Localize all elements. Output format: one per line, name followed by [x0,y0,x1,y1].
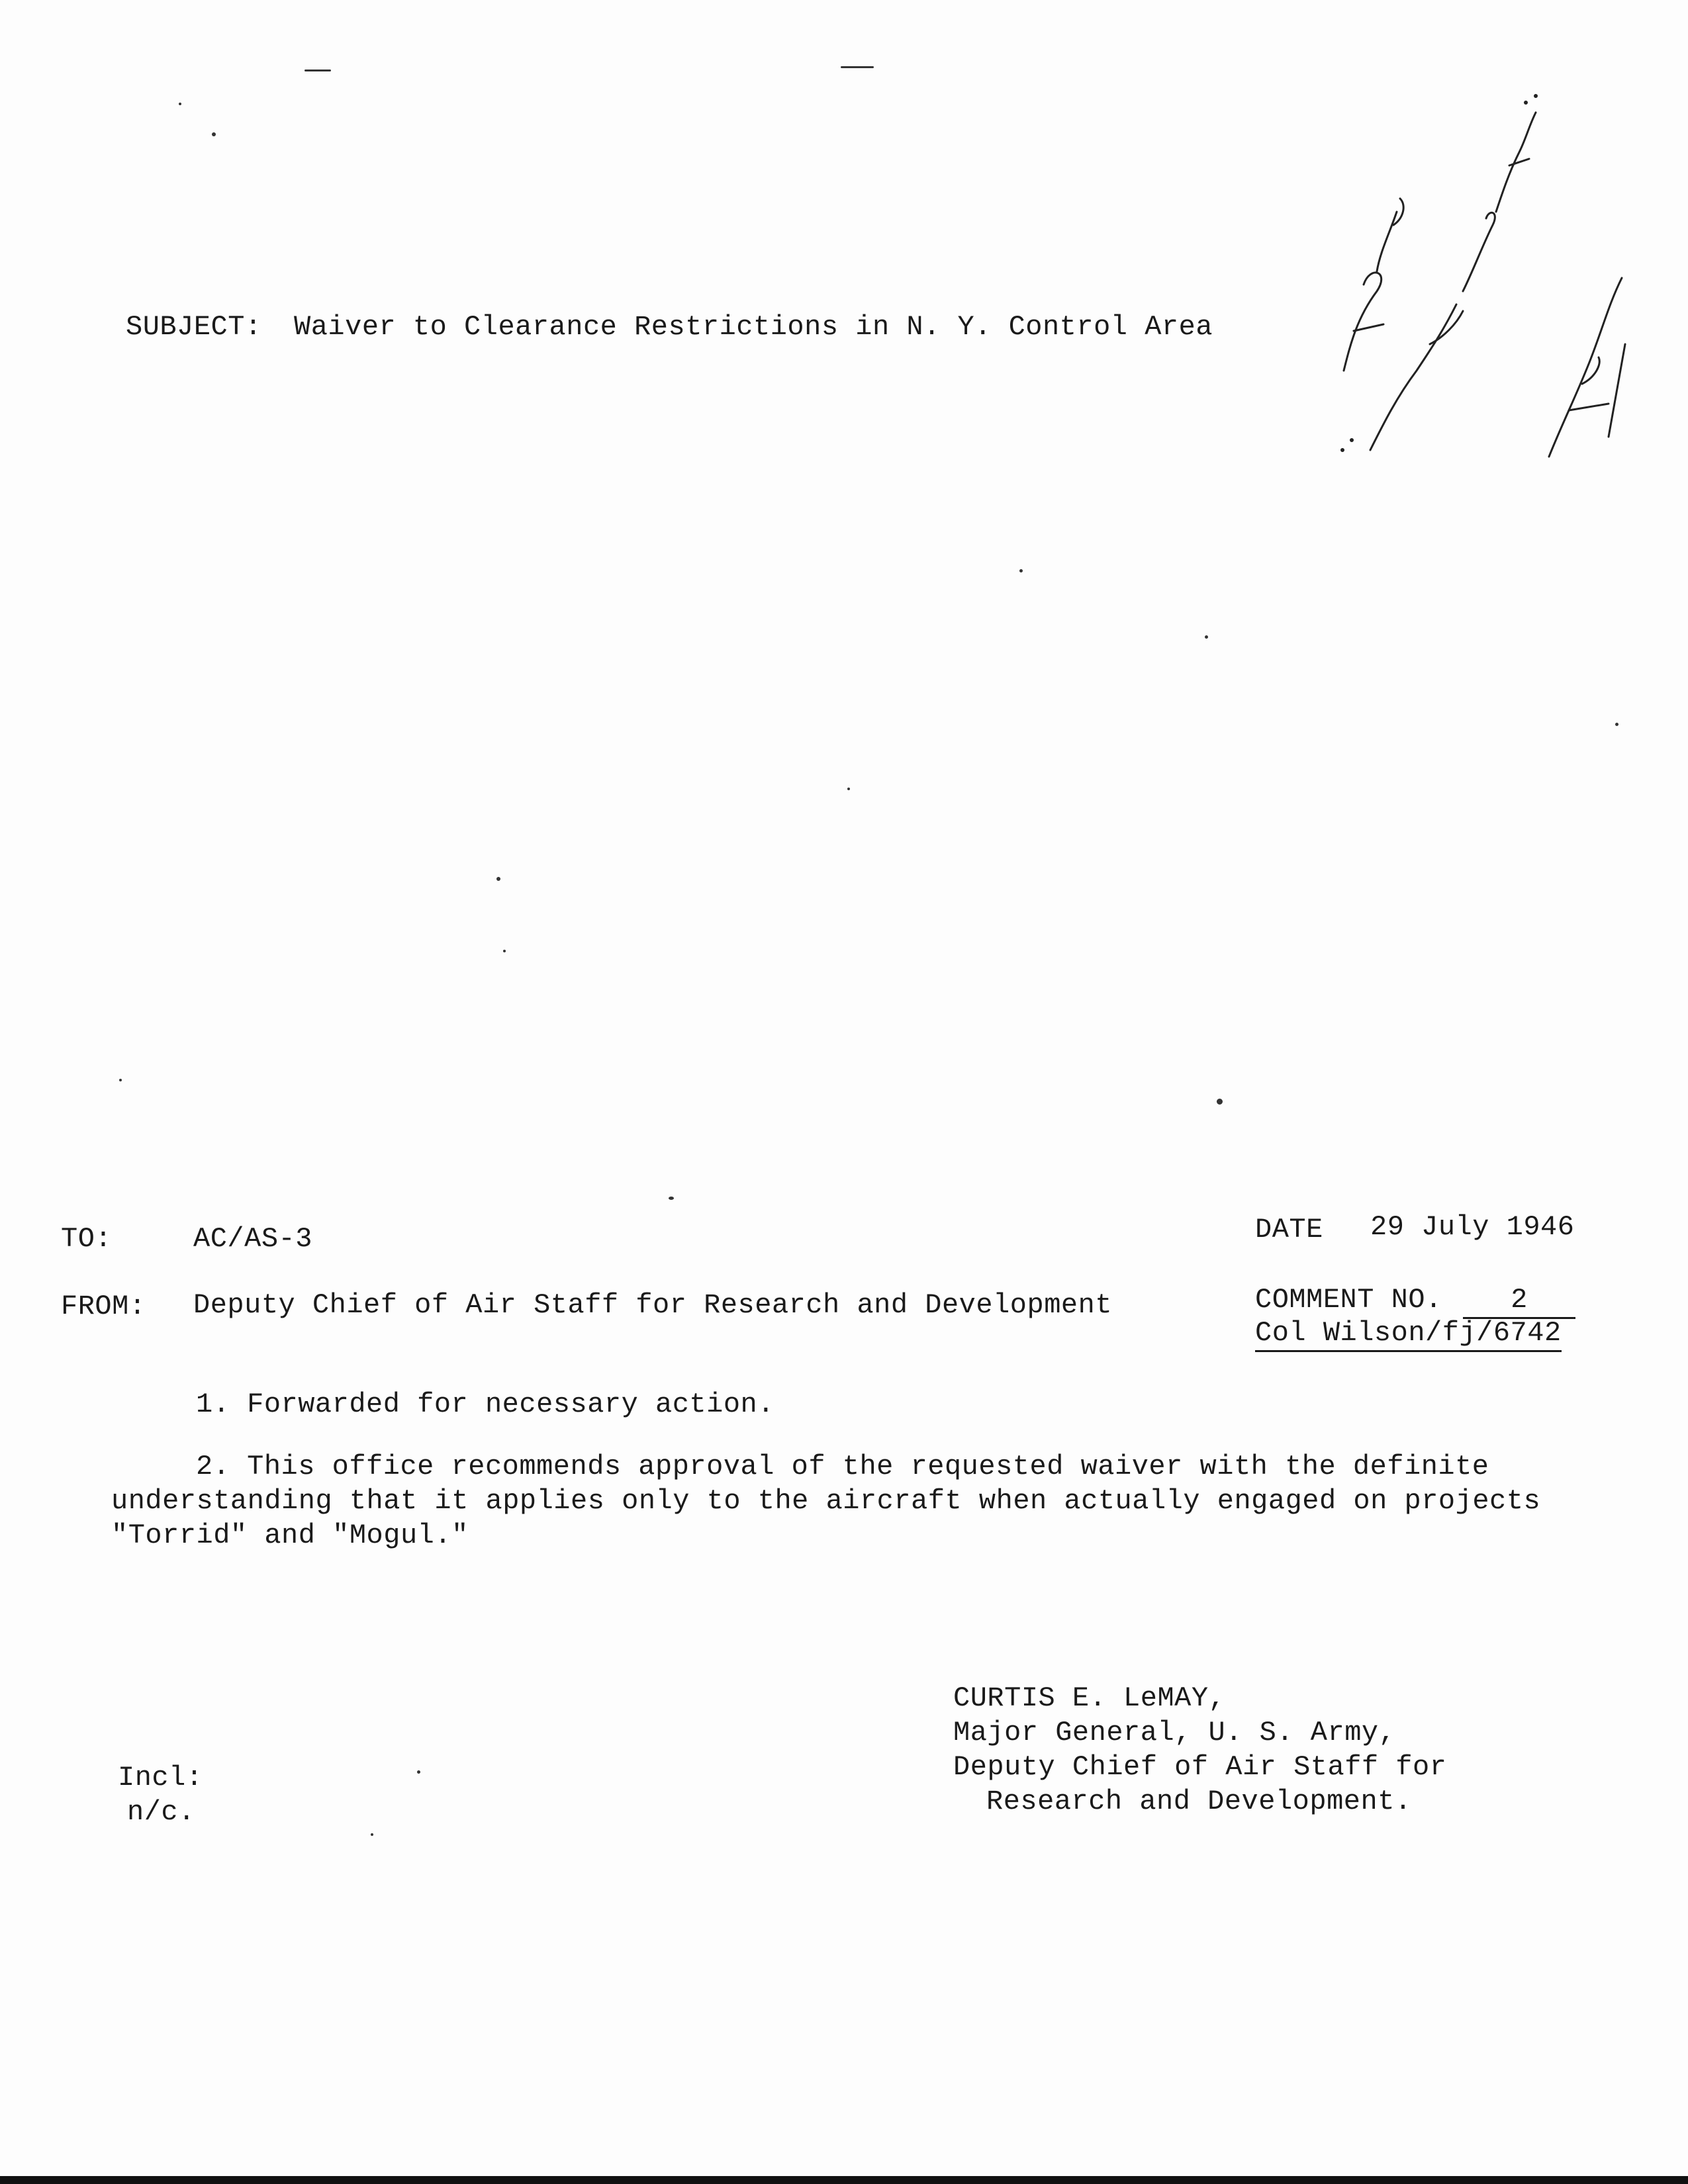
subject-label: SUBJECT: [126,311,262,343]
scan-speck [669,1197,674,1200]
scan-speck [496,877,500,881]
to-value: AC/AS-3 [193,1223,312,1255]
enclosure-value: n/c. [127,1796,195,1828]
reference-initials: Col Wilson/fj/6742 [1255,1316,1562,1352]
scan-speck [417,1770,420,1774]
handwritten-file-note [1331,93,1635,490]
comment-number: 2 [1463,1283,1575,1319]
scan-speck [1615,723,1618,726]
scan-speck [1205,635,1208,639]
scan-speck [212,132,216,136]
signature-title-line-2: Research and Development. [986,1786,1412,1817]
enclosure-label: Incl: [118,1762,203,1794]
signature-title-line-1: Deputy Chief of Air Staff for [953,1751,1447,1783]
scan-speck [305,69,331,71]
date-label: DATE [1255,1214,1323,1246]
paragraph-1: 1. Forwarded for necessary action. [196,1388,774,1420]
scan-bottom-edge [0,2176,1688,2184]
to-label: TO: [61,1223,113,1255]
signature-name: CURTIS E. LeMAY, [953,1682,1226,1714]
scan-speck [503,950,506,952]
paragraph-2-line-2: understanding that it applies only to the aircraft when actually engaged on projects [111,1485,1541,1517]
scan-speck [1217,1099,1223,1105]
subject-text: Waiver to Clearance Restrictions in N. Y. Control Area [294,311,1213,343]
comment-label: COMMENT NO. [1255,1284,1442,1316]
from-label: FROM: [61,1291,146,1322]
paragraph-2-line-3: "Torrid" and "Mogul." [111,1520,469,1551]
signature-rank: Major General, U. S. Army, [953,1717,1396,1749]
date-value: 29 July 1946 [1370,1211,1575,1243]
scan-speck [119,1079,122,1081]
scan-speck [1019,569,1023,572]
scan-speck [847,788,850,790]
scan-speck [841,66,874,68]
scan-speck [371,1833,373,1836]
scan-speck [179,103,181,105]
from-value: Deputy Chief of Air Staff for Research and Development [193,1289,1113,1321]
paragraph-2-line-1: 2. This office recommends approval of the requested waiver with the definite [196,1451,1489,1482]
